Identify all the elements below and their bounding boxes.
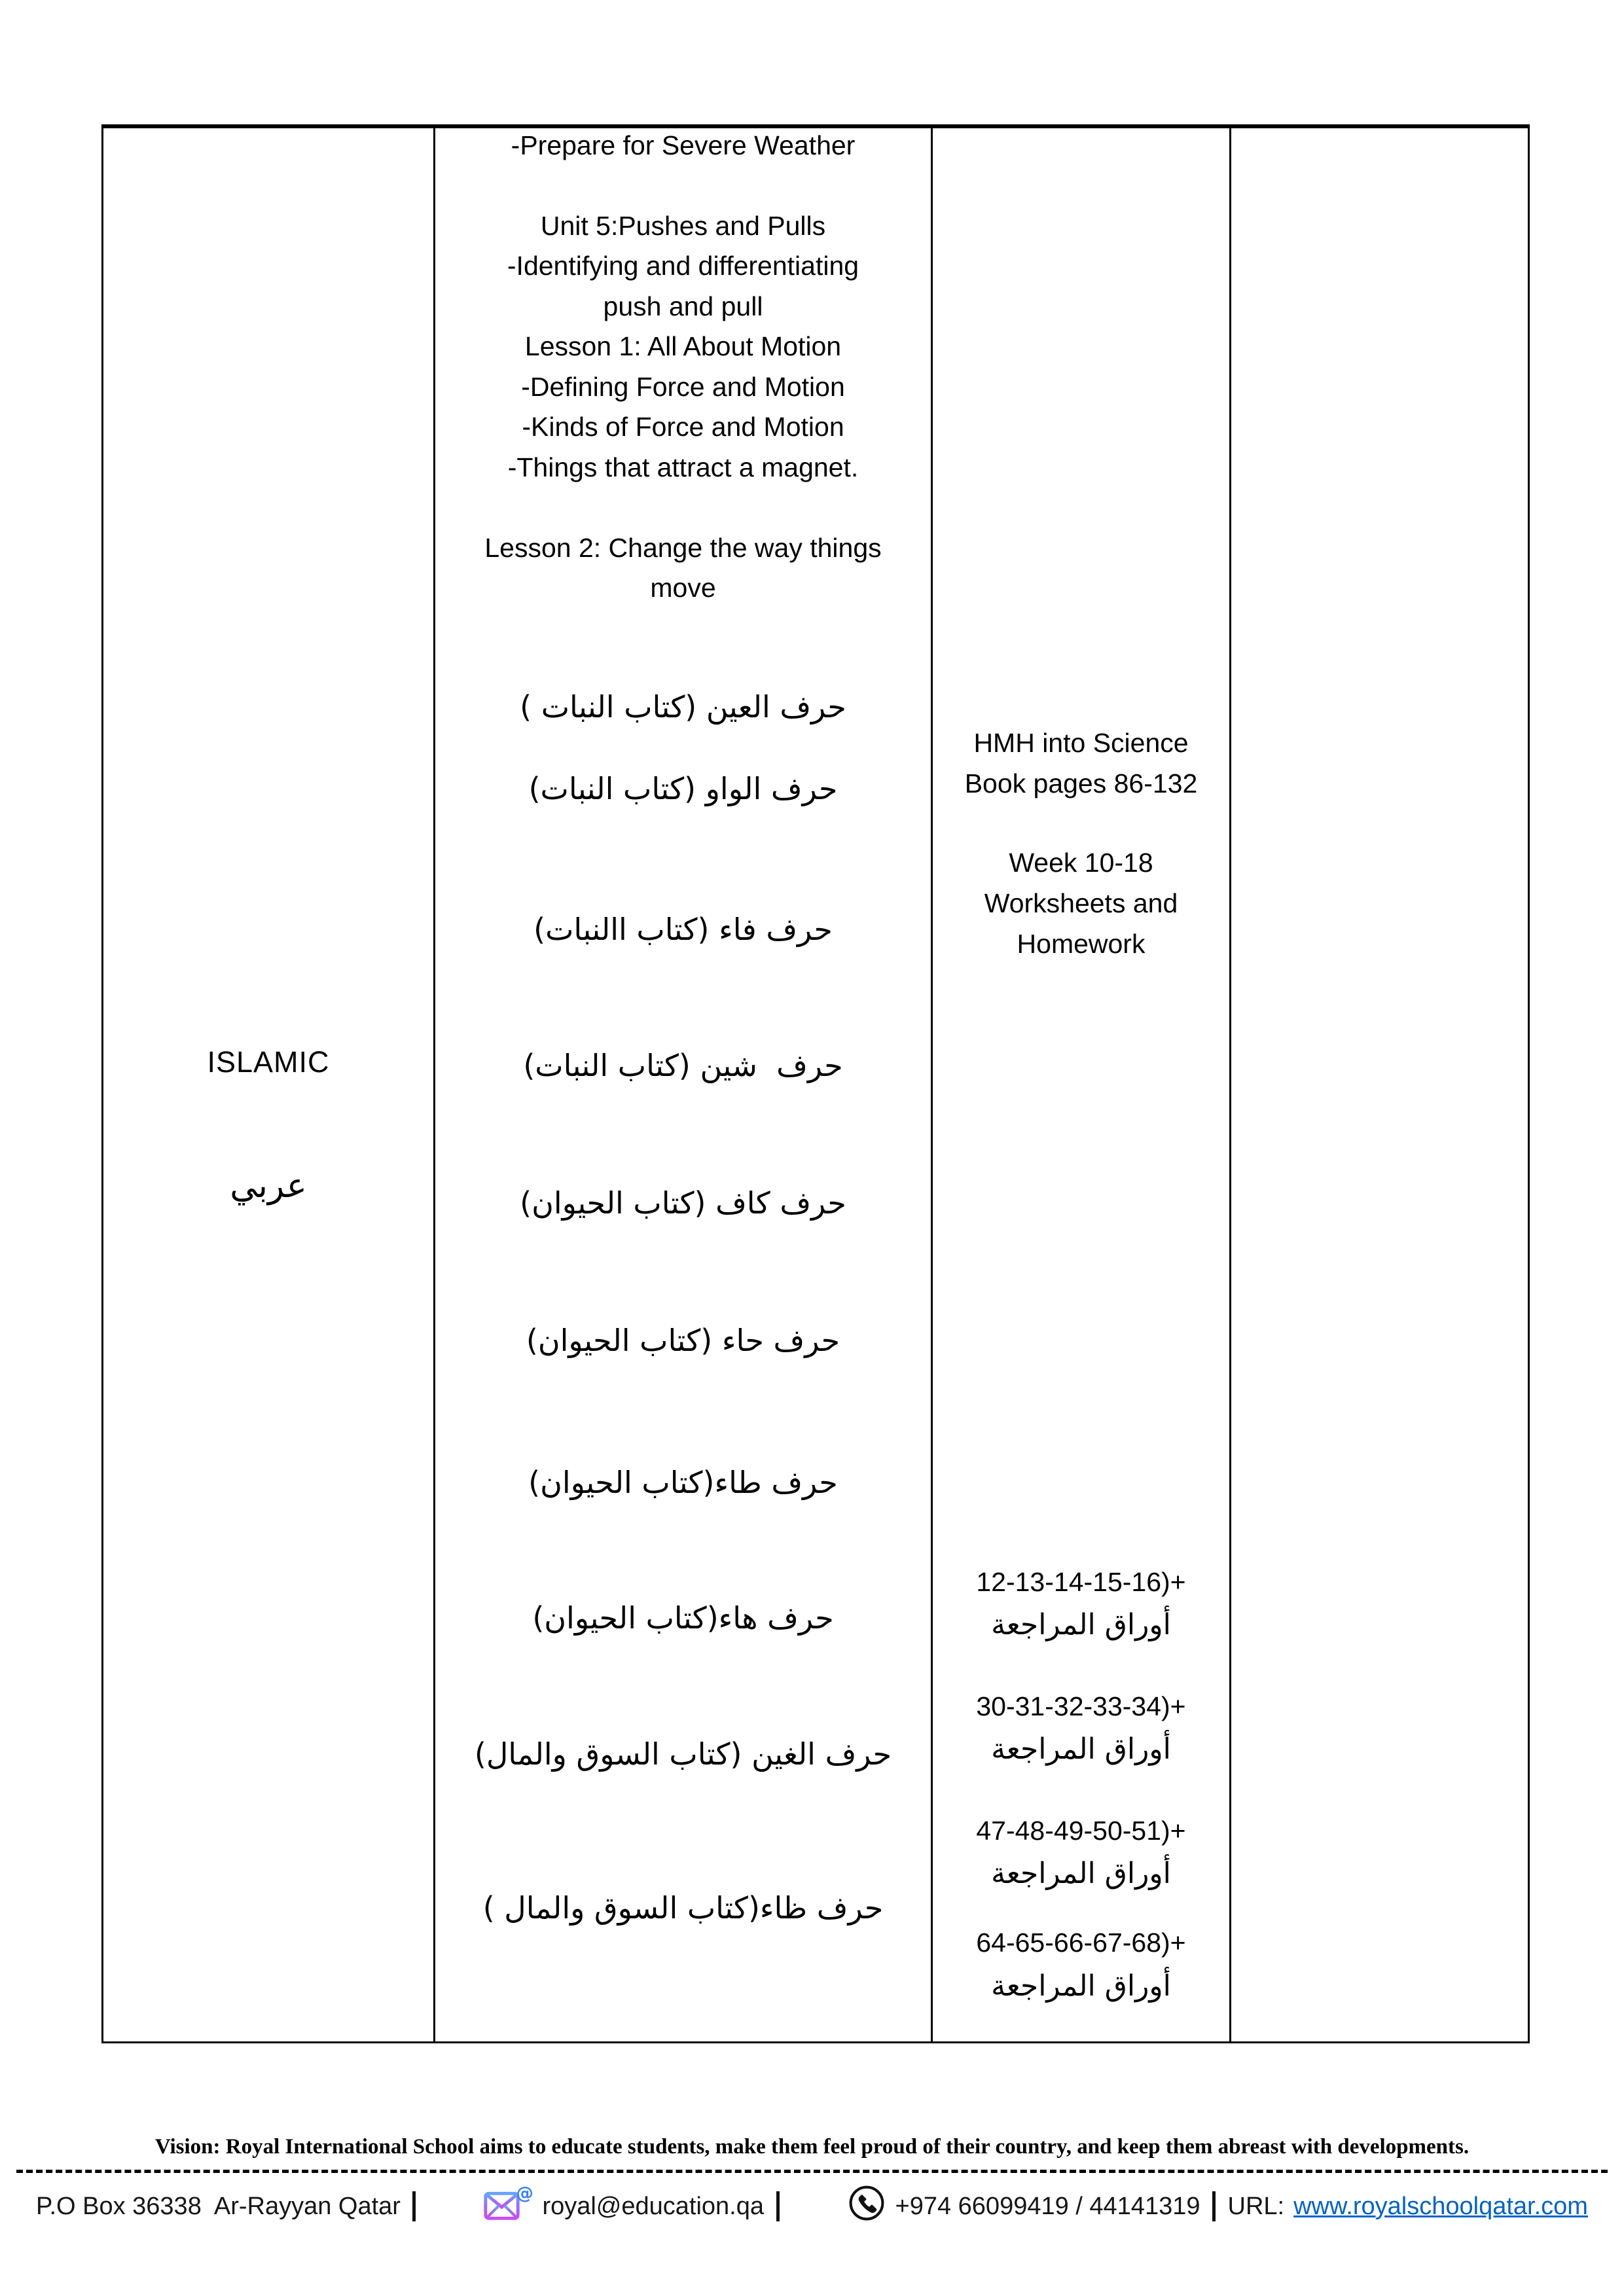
resource-line: Homework [1017, 929, 1146, 959]
vision-statement: Vision: Royal International School aims to educate students, make them feel proud of their country, and keep them abreast with developments. [154, 2135, 1470, 2159]
arabic-lesson-line: حرف طاء(كتاب الحيوان) [528, 1465, 838, 1500]
science-topic-line: push and pull [603, 291, 763, 321]
science-topic-line: Lesson 2: Change the way things [484, 533, 882, 563]
science-topic-line: -Defining Force and Motion [521, 372, 845, 402]
arabic-lesson-line: حرف فاء (كتاب االنبات) [533, 912, 833, 947]
email-address: royal@education.qa [542, 2192, 765, 2220]
envelope-at-icon [428, 2155, 533, 2258]
review-pages-line: 12-13-14-15-16)+ [976, 1567, 1186, 1597]
url-group [1228, 2193, 1588, 2221]
arabic-lesson-line: حرف حاء (كتاب الحيوان) [526, 1323, 840, 1358]
review-sheets-label: أوراق المراجعة [991, 1857, 1171, 1890]
arabic-lesson-line: حرف شين (كتاب النبات) [523, 1048, 843, 1083]
review-pages-line: 47-48-49-50-51)+ [976, 1816, 1186, 1846]
resource-line: Week 10-18 [1009, 848, 1153, 878]
science-topic-line: move [650, 573, 716, 603]
resource-line: Worksheets and [984, 888, 1178, 918]
science-topic-line: Unit 5:Pushes and Pulls [540, 211, 826, 241]
arabic-lesson-line: حرف كاف (كتاب الحيوان) [520, 1185, 846, 1221]
science-topic-line: -Identifying and differentiating [507, 251, 859, 281]
footer-contact-bar [36, 2185, 1588, 2228]
science-topic-line: -Prepare for Severe Weather [511, 130, 856, 160]
phone-circle-icon [791, 2155, 886, 2257]
column-divider-3 [1229, 128, 1231, 2041]
review-sheets-label: أوراق المراجعة [991, 1608, 1171, 1641]
phone-numbers: +974 66099419 / 44141319 [895, 2192, 1200, 2220]
science-topic-line: -Things that attract a magnet. [507, 452, 859, 482]
resource-line: Book pages 86-132 [964, 768, 1198, 798]
science-topic-line: Lesson 1: All About Motion [524, 331, 842, 361]
separator-bar [412, 2191, 416, 2221]
science-topic-line: -Kinds of Force and Motion [522, 412, 844, 442]
svg-text:@: @ [516, 2183, 533, 2204]
separator-bar [776, 2191, 780, 2221]
arabic-lesson-line: حرف العين (كتاب النبات ) [520, 689, 846, 725]
arabic-lesson-line: حرف الغين (كتاب السوق والمال) [474, 1736, 892, 1772]
separator-bar [1212, 2191, 1216, 2221]
review-sheets-label: أوراق المراجعة [991, 1969, 1171, 2003]
school-website-link[interactable]: www.royalschoolqatar.com [1293, 2192, 1588, 2220]
arabic-lesson-line: حرف هاء(كتاب الحيوان) [532, 1600, 834, 1636]
review-pages-line: 64-65-66-67-68)+ [976, 1928, 1186, 1958]
subject-label-arabic: عربي [230, 1166, 307, 1206]
subject-label-islamic: ISLAMIC [207, 1045, 330, 1079]
review-sheets-label: أوراق المراجعة [991, 1732, 1171, 1766]
phone-group [791, 2155, 1200, 2257]
po-box-address: P.O Box 36338 Ar-Rayyan Qatar [36, 2192, 401, 2220]
arabic-lesson-line: حرف الواو (كتاب النبات) [528, 771, 838, 806]
resource-line: HMH into Science [973, 728, 1189, 758]
url-label: URL: [1227, 2192, 1285, 2220]
arabic-lesson-line: حرف ظاء(كتاب السوق والمال ) [482, 1890, 884, 1926]
review-pages-line: 30-31-32-33-34)+ [976, 1691, 1186, 1721]
email-group [428, 2155, 764, 2258]
